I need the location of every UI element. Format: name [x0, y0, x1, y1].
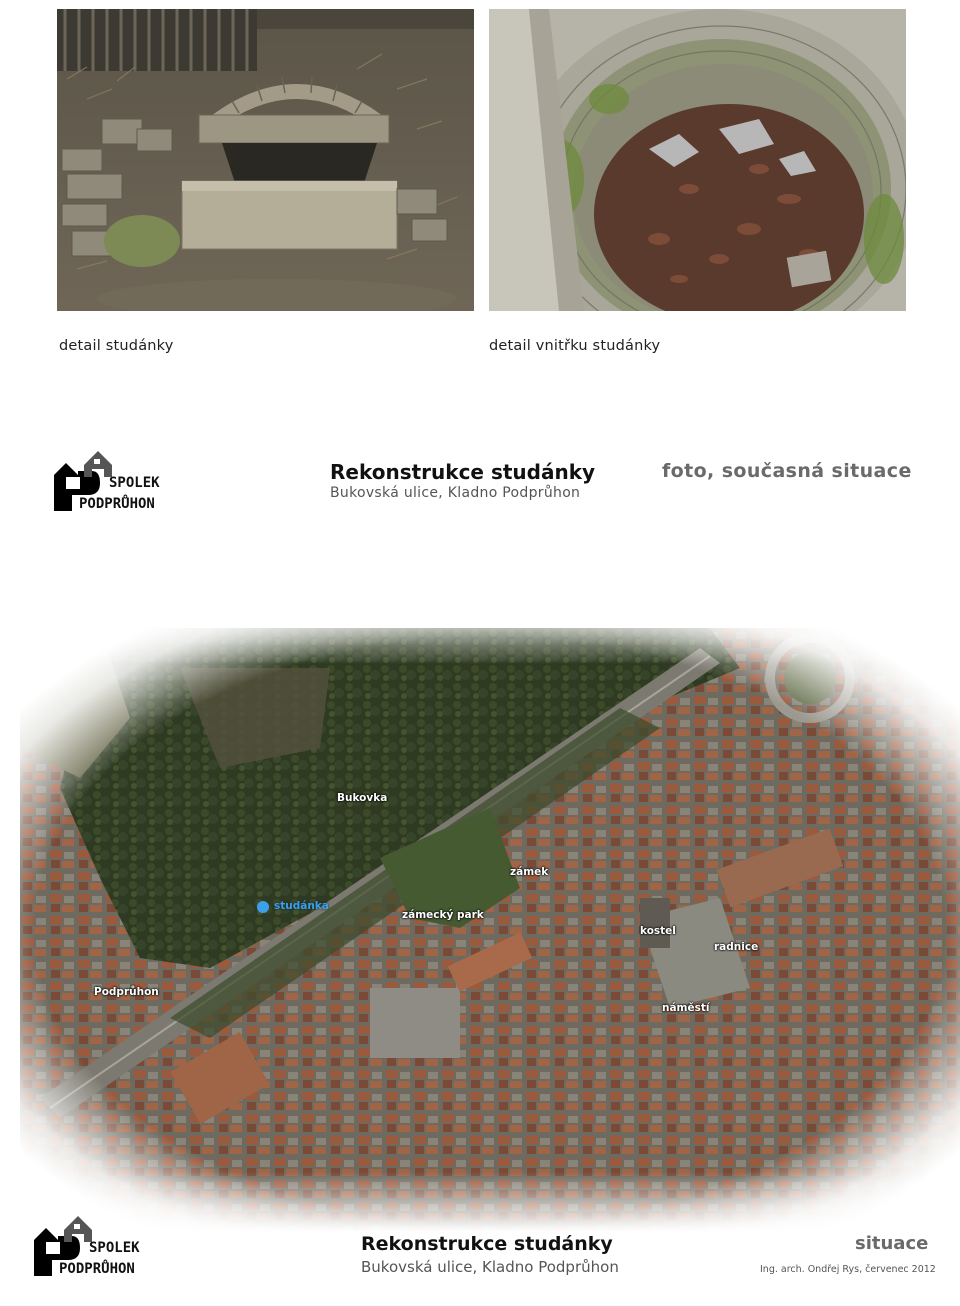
aerial-map	[20, 628, 960, 1232]
page-title: Rekonstrukce studánky	[330, 460, 596, 484]
map-label-zamecky-park: zámecký park	[402, 909, 484, 921]
map-label-radnice: radnice	[714, 941, 759, 953]
map-label-studanka: studánka	[274, 900, 329, 912]
author-credit: Ing. arch. Ondřej Rys, červenec 2012	[760, 1264, 936, 1275]
logo-line1: SPOLEK	[109, 475, 160, 491]
photo-well-detail	[57, 9, 474, 311]
map-label-namesti: náměstí	[662, 1002, 710, 1014]
logo-spolek-podpruhon-2	[34, 1214, 158, 1280]
logo-line2: PODPRŮHON	[79, 496, 155, 512]
logo-line1: SPOLEK	[89, 1240, 140, 1256]
map-label-zamek: zámek	[510, 866, 549, 878]
page-subtitle-2: Bukovská ulice, Kladno Podprůhon	[361, 1258, 619, 1276]
caption-well-interior: detail vnitřku studánky	[489, 338, 661, 354]
section-title: foto, současná situace	[662, 460, 912, 482]
logo-line2: PODPRŮHON	[59, 1261, 135, 1277]
page-title-2: Rekonstrukce studánky	[361, 1233, 613, 1255]
well-marker-icon	[257, 901, 269, 913]
photo-well-interior	[489, 9, 906, 311]
map-label-podpruhon: Podprůhon	[94, 986, 159, 998]
page-subtitle: Bukovská ulice, Kladno Podprůhon	[330, 485, 581, 501]
map-label-kostel: kostel	[640, 925, 676, 937]
map-label-bukovka: Bukovka	[337, 792, 388, 804]
logo-spolek-podpruhon	[54, 449, 178, 515]
section-title-2: situace	[855, 1233, 929, 1254]
caption-well-detail: detail studánky	[59, 338, 174, 354]
